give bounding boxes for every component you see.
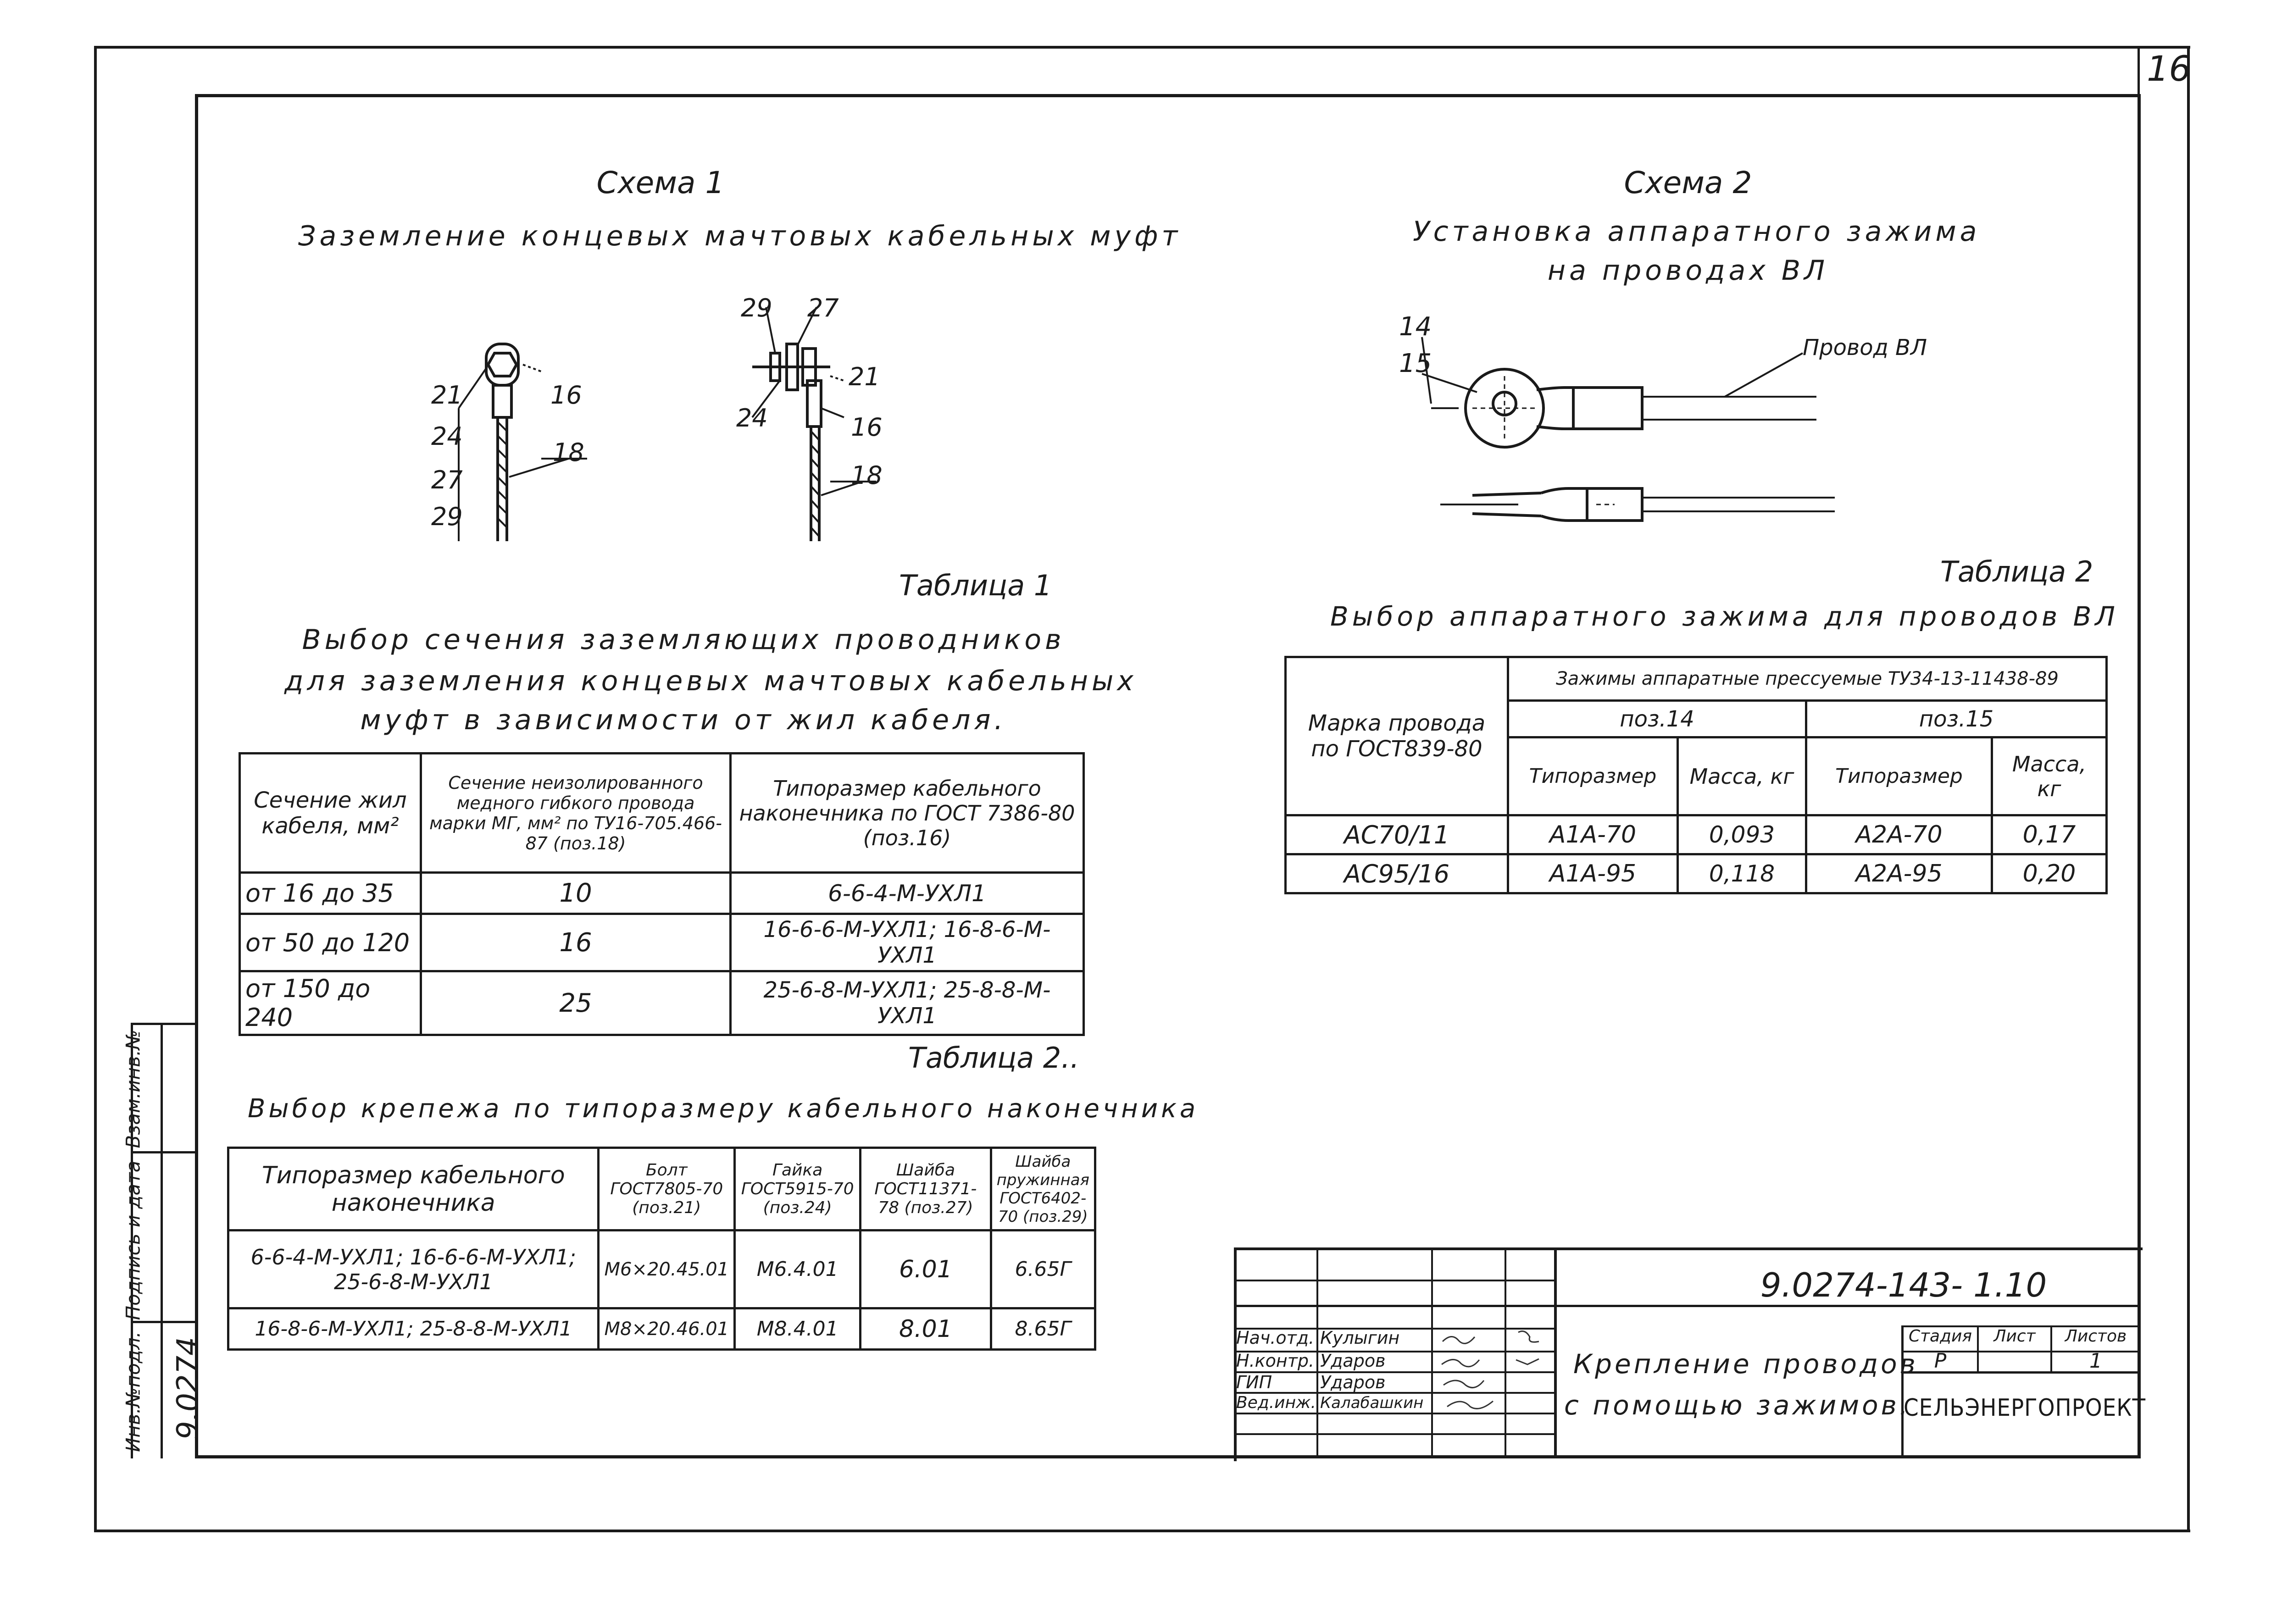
table-row [240, 914, 1084, 971]
table2-left-header-0: Типоразмер кабельного наконечника [228, 1148, 599, 1230]
tb-description-2: с помощью зажимов. [1564, 1390, 1911, 1421]
table2-left-heading: Выбор крепежа по типоразмеру кабельного наконечника [248, 1094, 1199, 1124]
inner-frame-top [195, 94, 2140, 97]
tb-sheets-value: 1 [2089, 1349, 2102, 1373]
table-row [240, 971, 1084, 1035]
table2-left-cell: М8.4.01 [735, 1308, 861, 1350]
tb-name: Кулыгин [1320, 1328, 1400, 1348]
signature-scribble [1516, 1359, 1539, 1364]
doc-code: 9.0274-143- 1.10 [1760, 1266, 2047, 1304]
tb-sheets-label: Листов [2065, 1327, 2127, 1346]
tb-name: Калабашкин [1320, 1394, 1424, 1412]
table-row [1286, 815, 2107, 854]
table2-right-subheader: Типоразмер [1508, 737, 1678, 815]
tb-role: Нач.отд. [1236, 1328, 1315, 1348]
s1-label-27: 27 [431, 466, 463, 494]
s1-side-label-21: 21 [849, 362, 880, 391]
sheet-number: 16 [2147, 48, 2191, 89]
table2-right-cell: А1А-70 [1508, 815, 1678, 854]
tb-role: ГИП [1236, 1372, 1272, 1392]
table1-cell: 16-6-6-М-УХЛ1; 16-8-6-М-УХЛ1 [731, 914, 1084, 971]
s1-label-16: 16 [550, 381, 582, 410]
tb-v1 [1316, 1247, 1318, 1456]
signature-scribble [1447, 1401, 1493, 1408]
apparatus-clamp-side-view [1440, 488, 1835, 521]
side-stamp-inv-label: Инв.№подл. [122, 1331, 144, 1452]
table2-right-cell: 0,20 [1992, 854, 2107, 893]
table2-left-cell: 6.65Г [991, 1230, 1095, 1308]
table2-right-cell: АС95/16 [1286, 854, 1508, 893]
tb-h8 [1234, 1433, 1555, 1435]
table2-right-cell: 0,118 [1678, 854, 1806, 893]
signature-scribble [1518, 1331, 1539, 1342]
s1-side-label-29: 29 [741, 294, 772, 322]
table2-right-cell: 0,093 [1678, 815, 1806, 854]
table1-cell: 25-6-8-М-УХЛ1; 25-8-8-М-УХЛ1 [731, 971, 1084, 1035]
table2-right-col1-header: Марка провода по ГОСТ839-80 [1286, 657, 1508, 815]
tb-description-1: Крепление проводов [1573, 1348, 1918, 1380]
side-stamp-replace: Взам.инв.№ [122, 1030, 144, 1148]
outer-frame-right [2187, 46, 2190, 1532]
table2-left-cell: М6×20.45.01 [599, 1230, 735, 1308]
outer-frame-top [94, 46, 2190, 49]
signature-scribble [1444, 1380, 1484, 1388]
table-header-row [240, 754, 1084, 873]
signature-scribble [1442, 1359, 1479, 1366]
table2-right [1284, 656, 2108, 894]
sheet-number-box-left [2138, 46, 2140, 97]
table1-heading-1: Выбор сечения заземляющих проводников [302, 624, 1065, 656]
table2-left [227, 1147, 1096, 1351]
s1-side-label-16: 16 [851, 413, 883, 442]
table1-header-0: Сечение жил кабеля, мм² [240, 754, 421, 873]
tb-h1 [1234, 1280, 1555, 1281]
tb-sheet-label: Лист [1993, 1327, 2036, 1346]
side-stamp-inv-value: 9.0274 [171, 1337, 205, 1440]
table-header-row [1286, 657, 2107, 701]
table2-right-cell: АС70/11 [1286, 815, 1508, 854]
table2-left-cell: 16-8-6-М-УХЛ1; 25-8-8-М-УХЛ1 [228, 1308, 599, 1350]
inner-frame-left [195, 94, 198, 1458]
table1-header-2: Типоразмер кабельного наконечника по ГОСТ 7386-80 (поз.16) [731, 754, 1084, 873]
table2-right-subheader: Масса, кг [1992, 737, 2107, 815]
table1-cell: 25 [421, 971, 731, 1035]
tb-organization: СЕЛЬЭНЕРГОПРОЕКТ [1904, 1394, 2146, 1422]
outer-frame-bottom [94, 1530, 2190, 1532]
table2-right-caption: Таблица 2 [1940, 555, 2093, 588]
scheme2-subtitle-1: Установка аппаратного зажима [1413, 216, 1981, 248]
table-row [1286, 854, 2107, 893]
table1-cell: от 50 до 120 [240, 914, 421, 971]
table1-caption: Таблица 1 [899, 569, 1052, 602]
s2-label-15: 15 [1399, 349, 1432, 378]
table-row [228, 1308, 1095, 1350]
tb-name: Ударов [1320, 1351, 1386, 1371]
table1-cell: от 150 до 240 [240, 971, 421, 1035]
side-stamp-sign: Подпись и дата [122, 1160, 144, 1320]
signature-scribble [1443, 1336, 1475, 1343]
table2-right-pos14: поз.14 [1508, 701, 1806, 737]
table1-heading-2: для заземления концевых мачтовых кабельных [284, 665, 1137, 697]
table-row [228, 1230, 1095, 1308]
table2-left-caption: Таблица 2.. [908, 1041, 1079, 1075]
table-header-row [228, 1148, 1095, 1230]
outer-frame-left [94, 46, 97, 1532]
table2-left-cell: 6-6-4-М-УХЛ1; 16-6-6-М-УХЛ1; 25-6-8-М-УХЛ1 [228, 1230, 599, 1308]
tb-stage-label: Стадия [1908, 1327, 1972, 1346]
table1 [239, 752, 1085, 1036]
table2-right-cell: А2А-95 [1806, 854, 1992, 893]
scheme2-subtitle-2: на проводах ВЛ [1547, 255, 1829, 287]
table1-cell: от 16 до 35 [240, 873, 421, 914]
table2-left-cell: М8×20.46.01 [599, 1308, 735, 1350]
table2-right-group-header: Зажимы аппаратные прессуемые ТУ34-13-11438-89 [1508, 657, 2107, 701]
table2-right-pos15: поз.15 [1806, 701, 2107, 737]
table1-cell: 10 [421, 873, 731, 914]
table2-right-heading: Выбор аппаратного зажима для проводов ВЛ [1330, 601, 2119, 632]
table2-left-cell: 8.65Г [991, 1308, 1095, 1350]
table2-left-header-4: Шайба пружинная ГОСТ6402-70 (поз.29) [991, 1148, 1095, 1230]
s1-label-18: 18 [553, 438, 584, 467]
s1-side-label-27: 27 [807, 294, 839, 322]
table2-left-cell: 6.01 [861, 1230, 991, 1308]
table2-left-cell: М6.4.01 [735, 1230, 861, 1308]
table2-left-header-3: Шайба ГОСТ11371-78 (поз.27) [861, 1148, 991, 1230]
table2-left-header-1: Болт ГОСТ7805-70 (поз.21) [599, 1148, 735, 1230]
table1-cell: 6-6-4-М-УХЛ1 [731, 873, 1084, 914]
table2-left-cell: 8.01 [861, 1308, 991, 1350]
tb-role: Вед.инж. [1236, 1393, 1316, 1412]
side-stamp-mid [161, 1023, 163, 1458]
table1-heading-3: муфт в зависимости от жил кабеля. [360, 704, 1007, 736]
tb-role: Н.контр. [1236, 1351, 1315, 1371]
apparatus-clamp-top-view [1422, 337, 1816, 447]
scheme1-subtitle: Заземление концевых мачтовых кабельных муфт [298, 220, 1182, 252]
s1-label-24: 24 [431, 422, 463, 451]
signatures [1433, 1328, 1555, 1415]
tb-v2 [1431, 1247, 1433, 1456]
s1-side-label-24: 24 [736, 404, 768, 432]
tb-stage-value: Р [1934, 1349, 1947, 1373]
s1-side-label-18: 18 [851, 461, 883, 490]
s1-label-29: 29 [431, 502, 463, 531]
scheme1-title: Схема 1 [596, 165, 725, 200]
table1-header-1: Сечение неизолированного медного гибкого провода марки МГ, мм² по ТУ16-705.466-87 (поз.18) [421, 754, 731, 873]
table2-right-subheader: Масса, кг [1678, 737, 1806, 815]
table2-left-header-2: Гайка ГОСТ5915-70 (поз.24) [735, 1148, 861, 1230]
table-row [240, 873, 1084, 914]
table2-right-cell: А2А-70 [1806, 815, 1992, 854]
s1-label-21: 21 [431, 381, 463, 410]
tb-h2 [1234, 1305, 2140, 1307]
table2-right-subheader: Типоразмер [1806, 737, 1992, 815]
table2-right-cell: А1А-95 [1508, 854, 1678, 893]
table2-right-cell: 0,17 [1992, 815, 2107, 854]
s2-label-14: 14 [1399, 312, 1432, 342]
s2-wire-label: Провод ВЛ [1803, 335, 1927, 360]
table1-cell: 16 [421, 914, 731, 971]
scheme2-title: Схема 2 [1624, 165, 1752, 200]
tb-name: Ударов [1320, 1372, 1386, 1392]
